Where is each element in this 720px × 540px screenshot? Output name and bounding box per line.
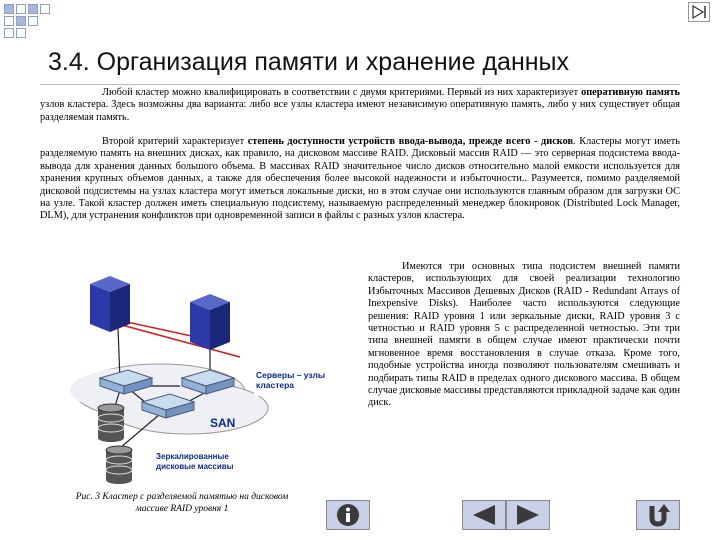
disk-array-1	[98, 404, 124, 442]
server-2	[190, 294, 230, 350]
mirrored-label: Зеркалированные дисковые массивы	[156, 452, 234, 471]
slide-title: 3.4. Организация памяти и хранение данных	[48, 48, 570, 76]
san-label: SAN	[210, 416, 236, 430]
cluster-figure	[60, 262, 360, 490]
paragraph-2: Второй критерий характеризует степень доступности устройств ввода-вывода, прежде всего - дисков. Кластеры могут иметь разделяемую память на внешних дисках, как правило, на дисковом массиве RAID. Дисковый массив RAID — это серверная подсистема ввода-вывода для хранения данных большого объема. В массивах RAID значительное число дисков относительно малой емкости используется для хранения крупных объемов данных, а также для обеспечения более высокой надежности и избыточности.. Разумеется, помимо разделяемой дисковой подсистемы на узлах кластера могут иметься локальные диски, но в этом случае они используются главным образом для загрузки ОС на узле. Такой кластер должен иметь специальную подсистему, называемую распределенный менеджер блокировок (Distributed Lock Manager, DLM), для устранения конфликтов при одновременной записи в файлы с разных узлов кластера.	[40, 136, 680, 222]
deco-square	[40, 4, 50, 14]
deco-square	[16, 28, 26, 38]
deco-square	[4, 4, 14, 14]
paragraph-3: Имеются три основных типа подсистем внешней памяти кластеров, использующих для своей реализации технологию Избыточных Массивов Дешевых Дисков (RAID - Redundant Arrays of Inexpensive Disks). Наиболее часто используются следующие решения: RAID уровня 1 или зеркальные диски, RAID уровня 3 с четностью и RAID уровня 5 с распределенной четностью. Эти три типа внешней памяти в общем случае имеют практически почти мгновенное время восстановления в случае отказа. Кроме того, подобные устройства иногда позволяют пользователям смешивать и подбирать типы RAID в пределах одного дискового массива. В общем случае дисковые массивы представляются прикладной задаче как один диск.	[368, 261, 680, 409]
deco-square	[4, 16, 14, 26]
deco-square	[28, 16, 38, 26]
arrow-right-icon	[513, 503, 543, 527]
deco-square	[28, 4, 38, 14]
disk-array-2	[106, 446, 132, 484]
deco-square	[4, 28, 14, 38]
paragraph-1: Любой кластер можно квалифицировать в соответствии с двумя критериями. Первый из них характеризует оперативную память узлов кластера. Здесь возможны два варианта: либо все узлы кластера имеют независимую оперативную память, либо у них существует общая разделяемая память.	[40, 87, 680, 123]
deco-square	[16, 16, 26, 26]
server-1	[90, 276, 130, 332]
arrow-left-icon	[469, 503, 499, 527]
end-button[interactable]	[688, 2, 710, 22]
info-button[interactable]	[326, 500, 370, 530]
return-icon	[644, 502, 672, 528]
next-button[interactable]	[506, 500, 550, 530]
figure-caption: Рис. 3 Кластер с разделяемой памятью на дисковом массиве RAID уровня 1	[75, 492, 289, 514]
title-divider	[40, 84, 680, 85]
servers-label: Серверы – узлы кластера	[256, 370, 326, 390]
return-button[interactable]	[636, 500, 680, 530]
prev-button[interactable]	[462, 500, 506, 530]
info-icon	[335, 502, 361, 528]
deco-square	[16, 4, 26, 14]
end-icon	[689, 3, 709, 21]
